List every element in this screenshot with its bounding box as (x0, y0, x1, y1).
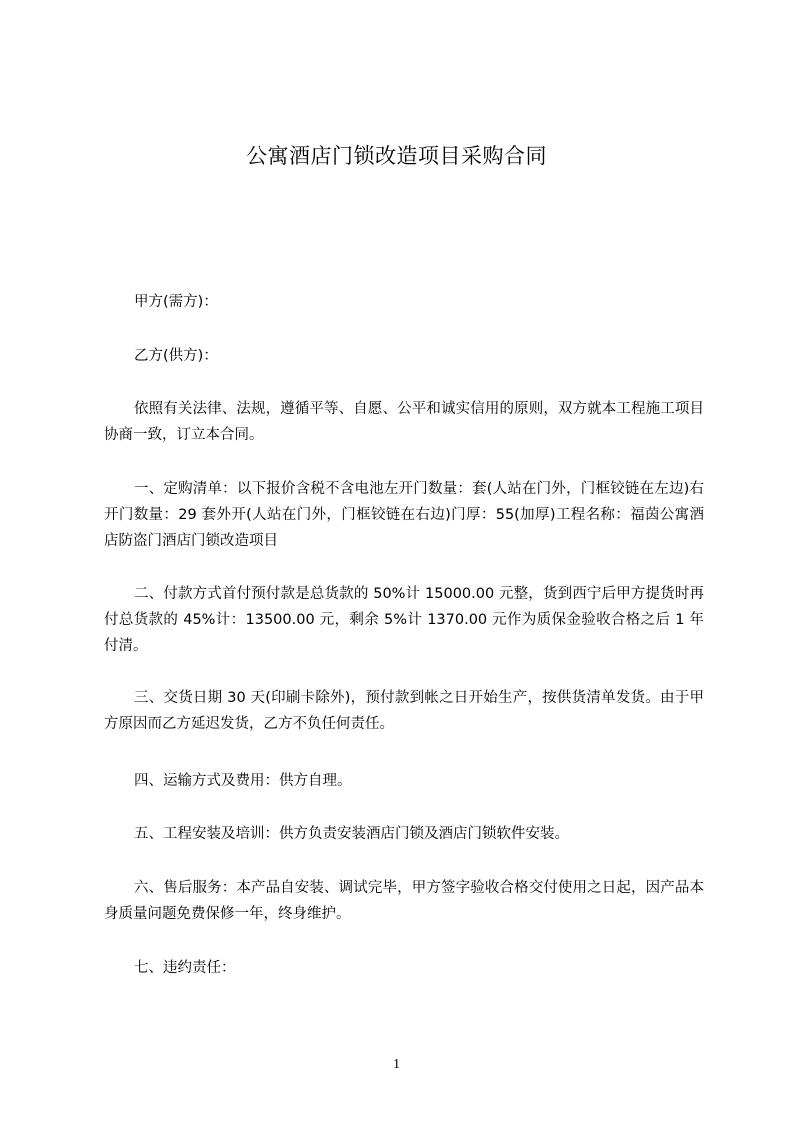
party-a-line: 甲方(需方)： (134, 294, 218, 310)
clause-after-sales: 六、售后服务：本产品自安装、调试完毕，甲方签字验收合格交付使用之日起，因产品本身质量问题免费保修一年，终身维护。 (104, 880, 704, 922)
clause-installation: 五、工程安装及培训：供方负责安装酒店门锁及酒店门锁软件安装。 (134, 826, 569, 842)
party-b-line: 乙方(供方)： (134, 348, 218, 364)
clause-order-list: 一、定购清单：以下报价含税不含电池左开门数量：套(人站在门外，门框铰链在左边)右开门数量：29 套外开(人站在门外，门框铰链在右边)门厚：55(加厚)工程名称：福茵公寓酒店防盗门酒店门锁改造项目 (104, 481, 704, 549)
page-number: 1 (393, 1057, 400, 1072)
intro-paragraph: 依照有关法律、法规，遵循平等、自愿、公平和诚实信用的原则，双方就本工程施工项目协商一致，订立本合同。 (104, 401, 704, 443)
clause-transport: 四、运输方式及费用：供方自理。 (134, 773, 352, 789)
clause-payment: 二、付款方式首付预付款是总货款的 50%计 15000.00 元整，货到西宁后甲方提货时再付总货款的 45%计：13500.00 元，剩余 5%计 1370.00 元作为质保金验收合格之后 1 年付清。 (104, 586, 704, 654)
document-title: 公寓酒店门锁改造项目采购合同 (246, 144, 547, 168)
clause-delivery: 三、交货日期 30 天(印刷卡除外)，预付款到帐之日开始生产，按供货清单发货。由于甲方原因而乙方延迟发货，乙方不负任何责任。 (104, 690, 704, 732)
clause-liability: 七、违约责任： (134, 960, 236, 976)
